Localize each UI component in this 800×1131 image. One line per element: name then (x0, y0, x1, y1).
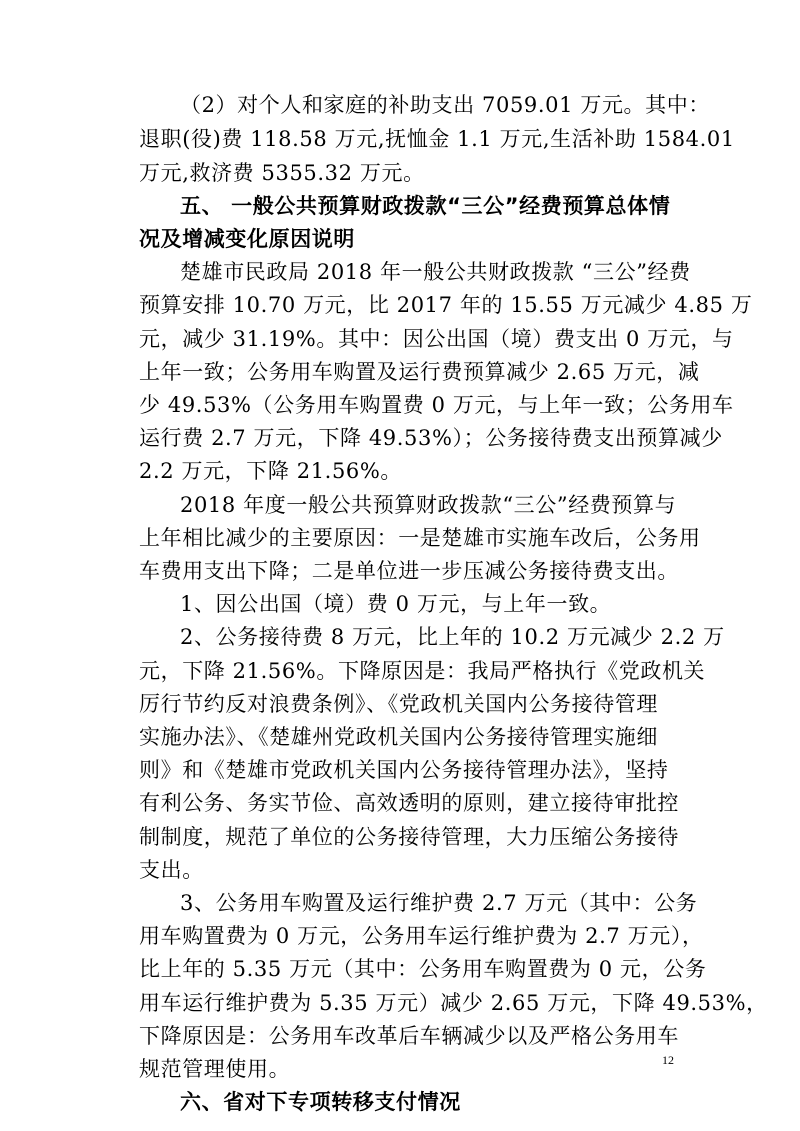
text-line-24: 支出。 (139, 858, 204, 882)
text-line-19: 厉行节约反对浪费条例》、《党政机关国内公务接待管理 (139, 692, 658, 716)
text-line-9: 上年一致；公务用车购置及运行费预算减少 2.65 万元，减 (139, 360, 700, 384)
text-line-11: 运行费 2.7 万元，下降 49.53%）；公务接待费支出预算减少 (139, 426, 723, 450)
text-line-22: 有利公务、务实节俭、高效透明的原则，建立接待审批控 (139, 791, 679, 815)
text-line-23: 制制度，规范了单位的公务接待管理，大力压缩公务接待 (139, 825, 679, 849)
section-heading-6: 六、省对下专项转移支付情况 (180, 1090, 461, 1114)
text-line-29: 下降原因是：公务用车改革后车辆减少以及严格公务用车 (139, 1024, 679, 1048)
text-line-20: 实施办法》、《楚雄州党政机关国内公务接待管理实施细 (139, 725, 658, 749)
text-line-3: 万元,救济费 5355.32 万元。 (139, 161, 425, 185)
text-line-21: 则》和《楚雄市党政机关国内公务接待管理办法》，坚持 (139, 758, 669, 782)
text-line-18: 元，下降 21.56%。下降原因是：我局严格执行《党政机关 (139, 659, 706, 683)
text-line-2: 退职(役)费 118.58 万元,抚恤金 1.1 万元,生活补助 1584.01 (139, 127, 735, 151)
text-line-12: 2.2 万元，下降 21.56%。 (139, 459, 403, 483)
text-line-14: 上年相比减少的主要原因：一是楚雄市实施车改后，公务用 (139, 526, 701, 550)
page-number: 12 (662, 1053, 674, 1067)
section-heading-5-cont: 况及增减变化原因说明 (139, 227, 355, 251)
text-line-16: 1、因公出国（境）费 0 万元，与上年一致。 (180, 592, 612, 616)
text-line-30: 规范管理使用。 (139, 1057, 291, 1081)
text-line-15: 车费用支出下降；二是单位进一步压减公务接待费支出。 (139, 559, 679, 583)
text-line-26: 用车购置费为 0 万元，公务用车运行维护费为 2.7 万元）， (139, 924, 704, 948)
text-line-6: 楚雄市民政局 2018 年一般公共财政拨款 “三公”经费 (180, 260, 691, 284)
section-heading-5: 五、 一般公共预算财政拨款“三公”经费预算总体情 (180, 194, 671, 218)
text-line-13: 2018 年度一般公共预算财政拨款“三公”经费预算与 (180, 493, 677, 517)
text-line-10: 少 49.53%（公务用车购置费 0 万元，与上年一致；公务用车 (139, 393, 734, 417)
text-line-27: 比上年的 5.35 万元（其中：公务用车购置费为 0 元，公务 (139, 957, 707, 981)
text-line-8: 元，减少 31.19%。其中：因公出国（境）费支出 0 万元，与 (139, 327, 734, 351)
text-line-17: 2、公务接待费 8 万元，比上年的 10.2 万元减少 2.2 万 (180, 625, 725, 649)
text-line-1: （2）对个人和家庭的补助支出 7059.01 万元。其中： (180, 93, 710, 117)
text-line-28: 用车运行维护费为 5.35 万元）减少 2.65 万元，下降 49.53%， (139, 991, 768, 1015)
text-line-25: 3、公务用车购置及运行维护费 2.7 万元（其中：公务 (180, 891, 698, 915)
text-line-7: 预算安排 10.70 万元，比 2017 年的 15.55 万元减少 4.85 万 (139, 293, 753, 317)
